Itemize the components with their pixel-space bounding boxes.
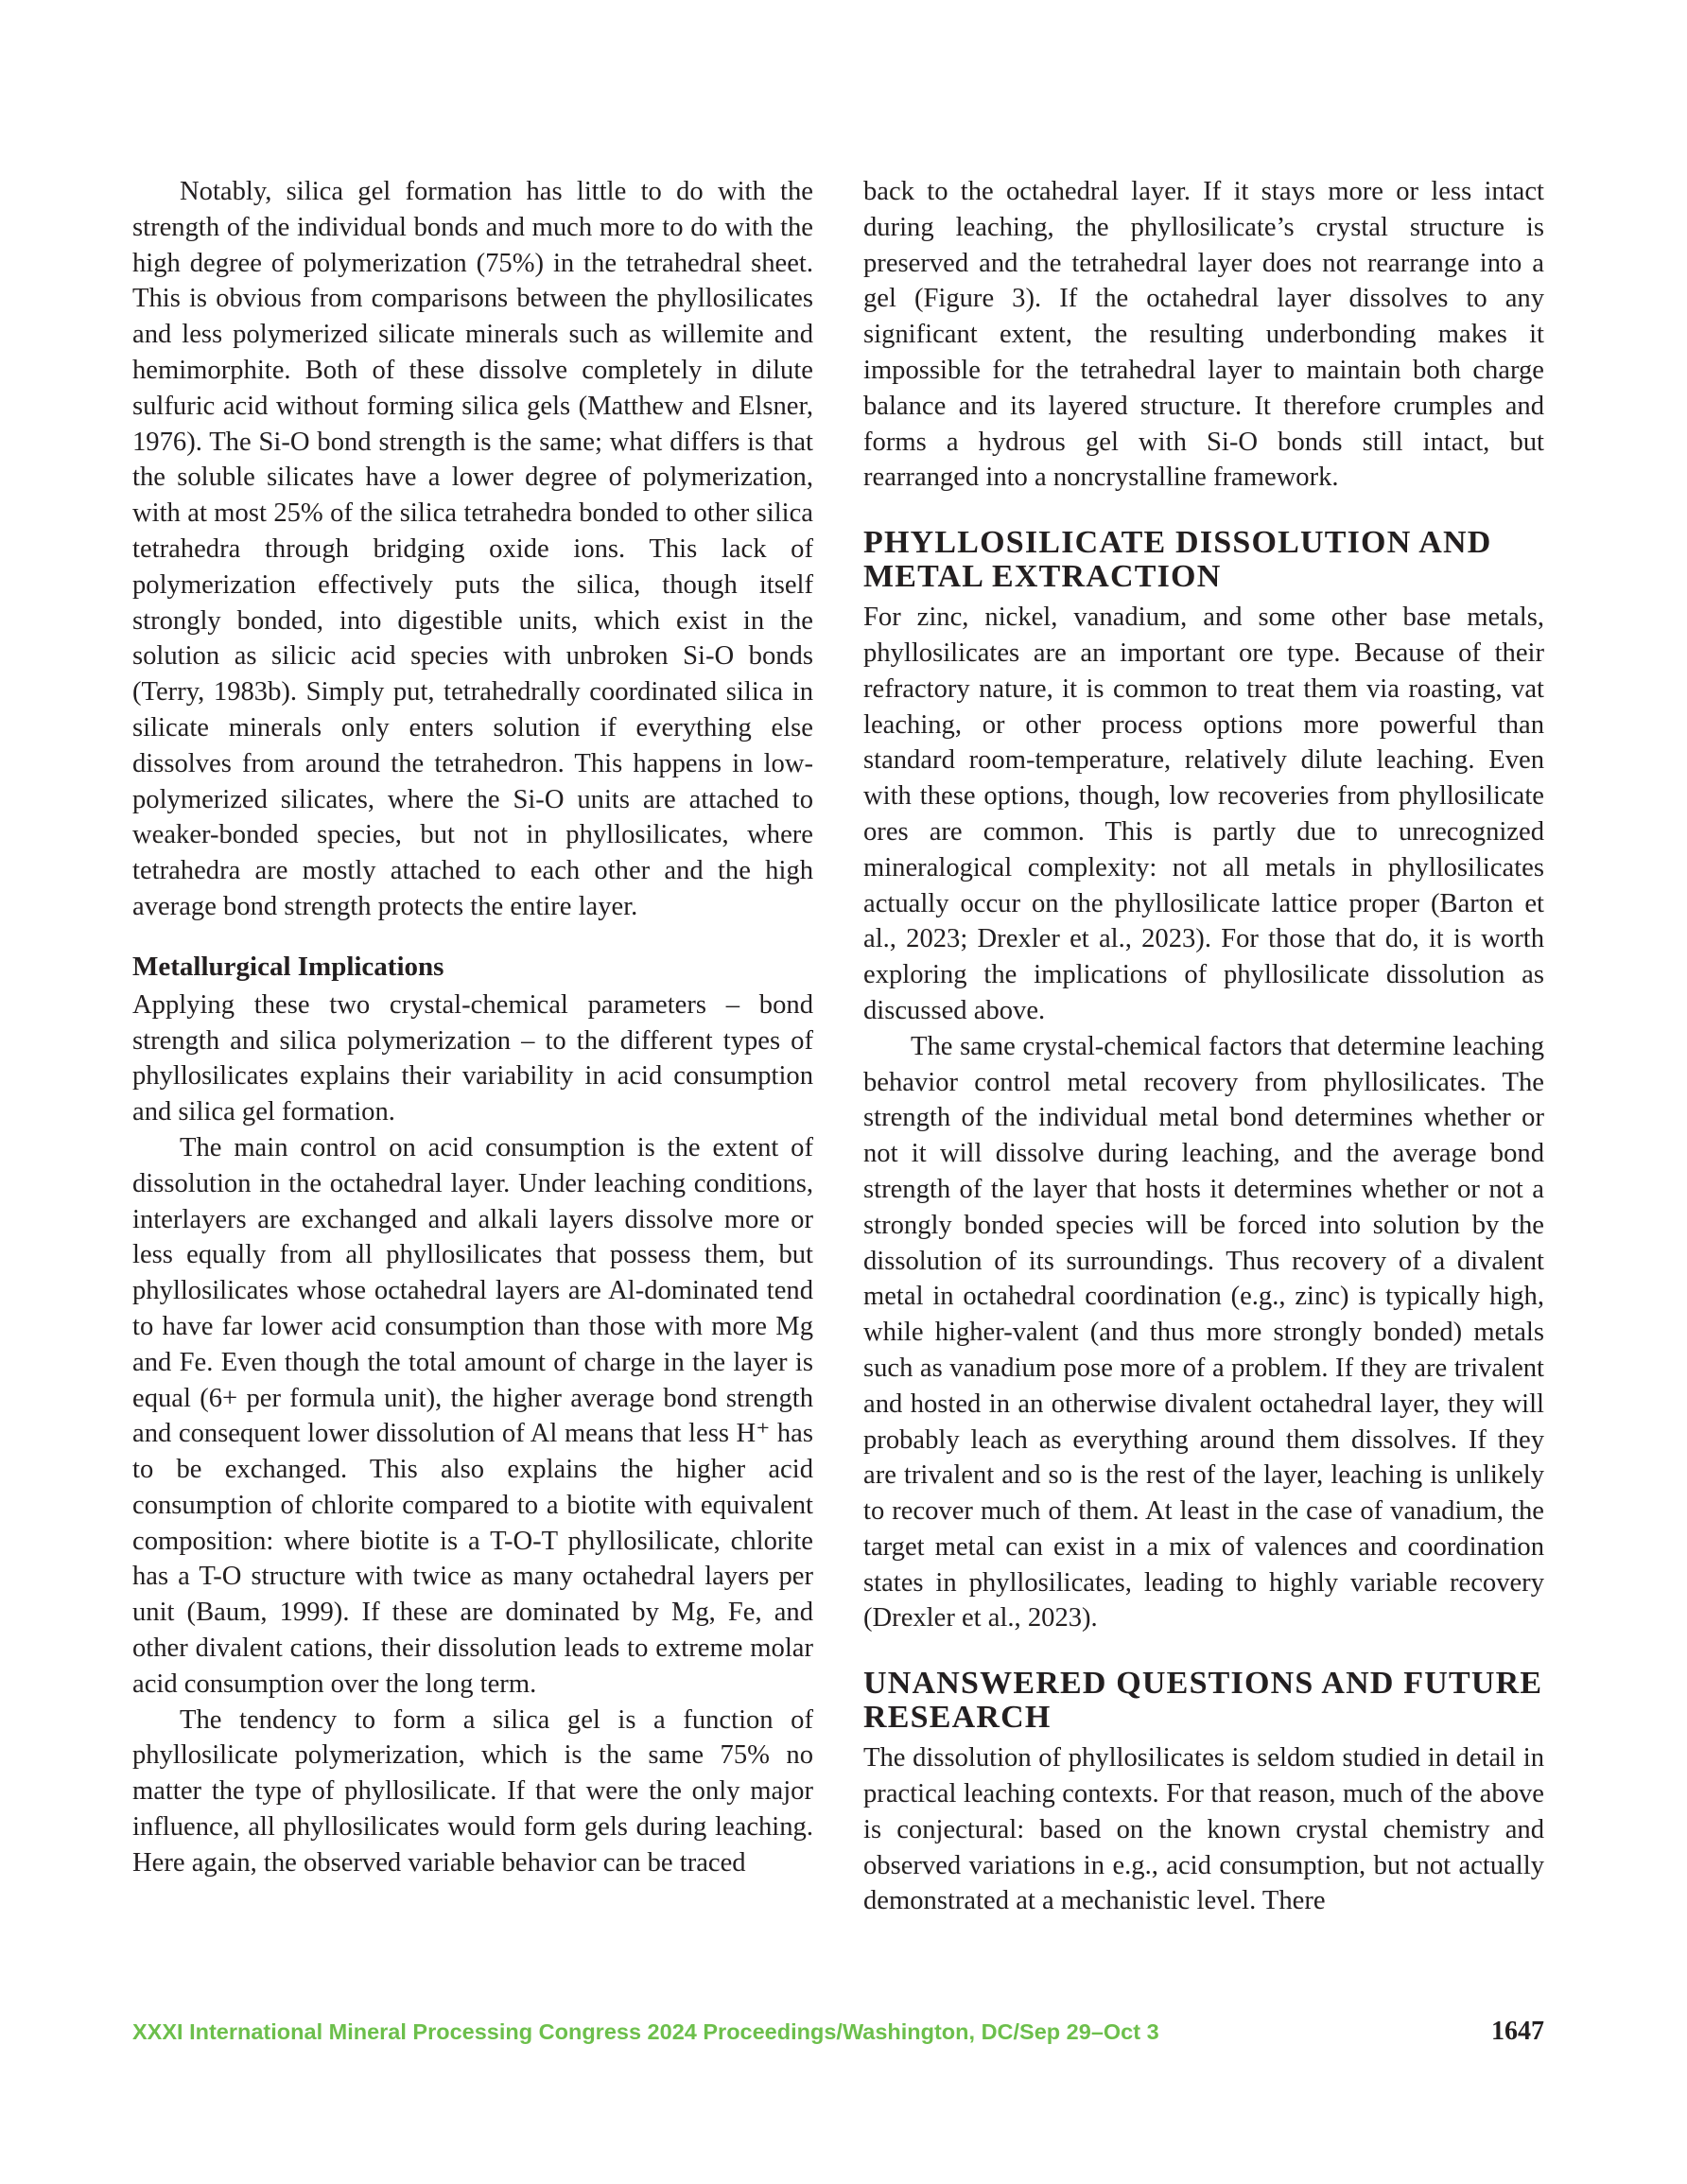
body-paragraph: The tendency to form a silica gel is a function of phyllosilicate polymerization, which is the same 75% no matter the type of phyllosilicate. If that were the only major influence, all phyllosilicates would form gels during leaching. Here again, the observed variable behavior can be traced xyxy=(132,1704,813,1878)
page-number: 1647 xyxy=(1491,2017,1544,2046)
subheading-metallurgical-implications: Metallurgical Implications xyxy=(132,951,444,982)
body-paragraph: back to the octahedral layer. If it stays more or less intact during leaching, the phyllosilicate’s crystal structure is preserved and the tetrahedral layer does not rearrange into a gel (Figure 3). If the octahedral layer dissolves to any significant extent, the resulting underbonding makes it impossible for the tetrahedral layer to maintain both charge balance and its layered structure. It therefore crumples and forms a hydrous gel with Si-O bonds still intact, but rearranged into a noncrystalline framework. xyxy=(863,177,1544,493)
body-paragraph: For zinc, nickel, vanadium, and some other base metals, phyllosilicates are an important ore type. Because of their refractory nature, it is common to treat them via roasting, vat leaching, or other process options more powerful than standard room-temperature, relatively dilute leaching. Even with these options, though, low recoveries from phyllosilicate ores are common. This is partly due to unrecognized mineralogical complexity: not all metals in phyllosilicates actually occur on the phyllosilicate lattice proper (Barton et al., 2023; Drexler et al., 2023). For those that do, it is worth exploring the implications of phyllosilicate dissolution as discussed above. xyxy=(863,603,1544,1025)
footer-conference-title: XXXI International Mineral Processing Congress 2024 Proceedings/Washington, DC/Sep 29–Oct 3 xyxy=(132,2019,1159,2044)
section-heading-dissolution: PHYLLOSILICATE DISSOLUTION AND METAL EXTRACTION xyxy=(863,525,1492,595)
body-paragraph: The main control on acid consumption is the extent of dissolution in the octahedral layer. Under leaching conditions, interlayers are exchanged and alkali layers dissolve more or less equally from all phyllosilicates that possess them, but phyllosilicates whose octahedral layers are Al-dominated tend to have far lower acid consumption than those with more Mg and Fe. Even though the total amount of charge in the layer is equal (6+ per formula unit), the higher average bond strength and consequent lower dissolution of Al means that less H⁺ has to be exchanged. This also explains the higher acid consumption of chlorite compared to a biotite with equivalent composition: where biotite is a T-O-T phyllosilicate, chlorite has a T-O structure with twice as many octahedral layers per unit (Baum, 1999). If these are dominated by Mg, Fe, and other divalent cations, their dissolution leads to extreme molar acid consumption over the long term. xyxy=(132,1132,813,1699)
section-heading-future-research: UNANSWERED QUESTIONS AND FUTURE RESEARCH xyxy=(863,1666,1543,1736)
body-paragraph: The same crystal-chemical factors that determine leaching behavior control metal recovery from phyllosilicates. The strength of the individual metal bond determines whether or not it will dissolve during leaching, and the average bond strength of the layer that hosts it determines whether or not a strongly bonded species will be forced into solution by the dissolution of its surroundings. Thus recovery of a divalent metal in octahedral coordination (e.g., zinc) is typically high, while higher-valent (and thus more strongly bonded) metals such as vanadium pose more of a problem. If they are trivalent and hosted in an otherwise divalent octahedral layer, they will probably leach as everything around them dissolves. If they are trivalent and so is the rest of the layer, leaching is unlikely to recover much of them. At least in the case of vanadium, the target metal can exist in a mix of valences and coordination states in phyllosilicates, leading to highly variable recovery (Drexler et al., 2023). xyxy=(863,1031,1544,1634)
left-column xyxy=(132,174,813,1881)
page-footer xyxy=(132,2019,1544,2057)
body-paragraph: Notably, silica gel formation has little to do with the strength of the individual bonds and much more to do with the high degree of polymerization (75%) in the tetrahedral sheet. This is obvious from comparisons between the phyllosilicates and less polymerized silicate minerals such as willemite and hemimorphite. Both of these dissolve completely in dilute sulfuric acid without forming silica gels (Matthew and Elsner, 1976). The Si-O bond strength is the same; what differs is that the soluble silicates have a lower degree of polymerization, with at most 25% of the silica tetrahedra bonded to other silica tetrahedra through bridging oxide ions. This lack of polymerization effectively puts the silica, though itself strongly bonded, into digestible units, which exist in the solution as silicic acid species with unbroken Si-O bonds (Terry, 1983b). Simply put, tetrahedrally coordinated silica in silicate minerals only enters solution if everything else dissolves from around the tetrahedron. This happens in low-polymerized silicates, where the Si-O units are attached to weaker-bonded species, but not in phyllosilicates, where tetrahedra are mostly attached to each other and the high average bond strength protects the entire layer. xyxy=(132,177,813,921)
right-column xyxy=(863,174,1544,1919)
body-paragraph: The dissolution of phyllosilicates is seldom studied in detail in practical leaching contexts. For that reason, much of the above is conjectural: based on the known crystal chemistry and observed variations in e.g., acid consumption, but not actually demonstrated at a mechanistic level. There xyxy=(863,1743,1544,1916)
body-paragraph: Applying these two crystal-chemical parameters – bond strength and silica polymerization – to the different types of phyllosilicates explains their variability in acid consumption and silica gel formation. xyxy=(132,989,813,1127)
